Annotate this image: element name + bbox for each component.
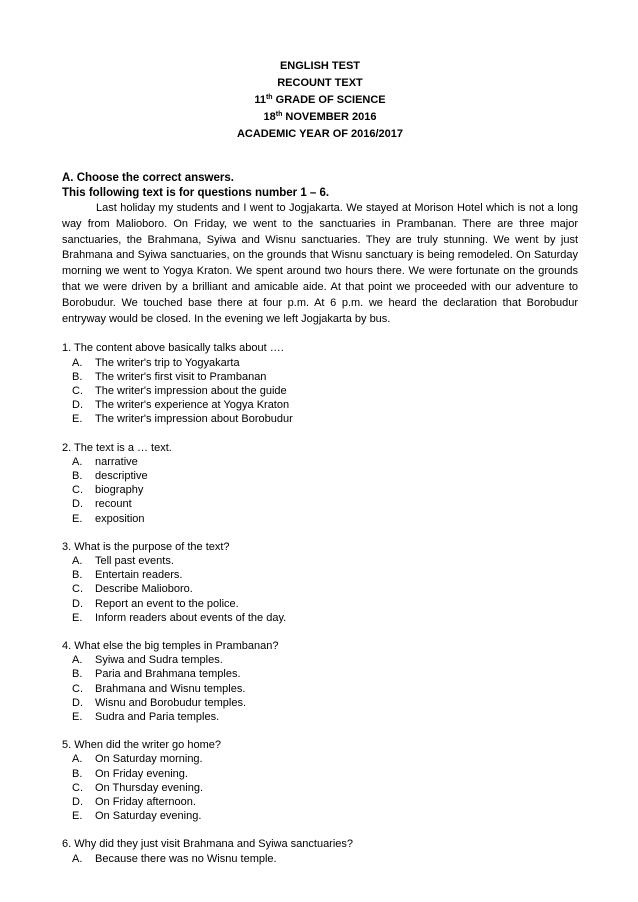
passage-intro: This following text is for questions number 1 – 6.: [62, 187, 330, 199]
option-letter: B.: [72, 767, 83, 780]
option-letter: E.: [72, 512, 83, 525]
option-letter: A.: [72, 356, 83, 369]
option-text: Brahmana and Wisnu temples.: [95, 682, 246, 695]
answer-option: [72, 554, 578, 568]
answer-option: [72, 795, 578, 809]
reading-passage: Last holiday my students and I went to Jogjakarta. We stayed at Morison Hotel which is not a long way from Malioboro. On Friday, we went to the sanctuaries in Prambanan. There are three major sanctuaries, the Brahmana, Syiwa and Wisnu sanctuaries. They are truly stunning. We went by just Brahmana and Syiwa sanctuaries, on the grounds that Wisnu sanctuary is being remodeled. On Saturday morning we went to Yogya Kraton. We spent around two hours there. We were fortunate on the grounds that we were driven by a brilliant and amicable aide. At that point we proceeded with our adventure to Borobudur. We touched base there at four p.m. At 6 p.m. we heard the declaration that Borobudur entryway would be closed. In the evening we left Jogjakarta by bus.: [62, 202, 578, 325]
option-letter: D.: [72, 796, 83, 809]
option-text: Describe Malioboro.: [95, 583, 193, 596]
option-letter: D.: [72, 597, 83, 610]
answer-option: [72, 752, 578, 766]
answer-option: [72, 398, 578, 412]
answer-option: [72, 356, 578, 370]
answer-option: [72, 455, 578, 469]
option-text: Tell past events.: [95, 555, 174, 568]
option-letter: C.: [72, 384, 83, 397]
option-letter: A.: [72, 654, 83, 667]
question-stem: 6. Why did they just visit Brahmana and Syiwa sanctuaries?: [62, 838, 354, 851]
question-stem: 2. The text is a … text.: [62, 441, 172, 454]
answer-option: [72, 412, 578, 426]
option-text: On Friday evening.: [95, 767, 188, 780]
answer-option: [72, 370, 578, 384]
question-6: [62, 837, 578, 865]
section-title: A. Choose the correct answers.: [62, 172, 234, 184]
option-letter: B.: [72, 470, 83, 482]
option-text: The writer's trip to Yogyakarta: [95, 356, 240, 369]
answer-option: [72, 767, 578, 781]
question-5: [62, 738, 578, 823]
option-text: The writer's experience at Yogya Kraton: [95, 399, 290, 412]
option-letter: B.: [72, 569, 83, 582]
question-stem: 5. When did the writer go home?: [62, 739, 221, 752]
option-letter: D.: [72, 696, 83, 709]
answer-option: [72, 469, 578, 483]
option-letter: C.: [72, 484, 83, 497]
answer-options: [62, 653, 578, 724]
question-2: [62, 441, 578, 526]
option-text: narrative: [95, 455, 138, 468]
question-4: [62, 639, 578, 724]
answer-option: [72, 512, 578, 526]
answer-option: [72, 781, 578, 795]
answer-options: [62, 852, 578, 866]
option-text: On Saturday morning.: [95, 753, 203, 766]
answer-option: [72, 653, 578, 667]
option-letter: E.: [72, 711, 83, 724]
option-text: The writer's impression about Borobudur: [95, 413, 293, 426]
academic-year: ACADEMIC YEAR OF 2016/2017: [236, 128, 404, 140]
option-text: Entertain readers.: [95, 569, 183, 582]
option-letter: C.: [72, 781, 83, 794]
option-text: On Thursday evening.: [95, 781, 204, 794]
question-1: [62, 341, 578, 426]
answer-option: [72, 667, 578, 681]
answer-options: [62, 455, 578, 526]
answer-option: [72, 497, 578, 511]
answer-option: [72, 696, 578, 710]
option-text: Wisnu and Borobudur temples.: [95, 696, 247, 709]
question-stem: 1. The content above basically talks about ….: [62, 342, 284, 355]
question-stem: 4. What else the big temples in Prambanan?: [62, 640, 279, 653]
option-text: The writer's first visit to Prambanan: [95, 370, 267, 383]
answer-option: [72, 611, 578, 625]
option-letter: B.: [72, 668, 83, 681]
option-text: Report an event to the police.: [95, 597, 239, 610]
option-text: Paria and Brahmana temples.: [95, 668, 241, 681]
option-letter: A.: [72, 852, 83, 865]
option-text: The writer's impression about the guide: [95, 384, 287, 397]
answer-option: [72, 852, 578, 866]
option-text: Inform readers about events of the day.: [95, 611, 287, 624]
question-stem: 3. What is the purpose of the text?: [62, 540, 230, 553]
question-list: [62, 341, 578, 866]
option-text: recount: [95, 498, 132, 511]
grade-line: 11th GRADE OF SCIENCE: [254, 94, 386, 106]
test-subtitle: RECOUNT TEXT: [277, 77, 363, 89]
option-letter: E.: [72, 413, 83, 426]
answer-option: [72, 710, 578, 724]
answer-options: [62, 752, 578, 823]
answer-option: [72, 384, 578, 398]
option-text: Sudra and Paria temples.: [95, 711, 220, 724]
answer-options: [62, 356, 578, 427]
answer-option: [72, 682, 578, 696]
answer-option: [72, 483, 578, 497]
answer-options: [62, 554, 578, 625]
option-text: On Saturday evening.: [95, 810, 202, 823]
answer-option: [72, 809, 578, 823]
option-letter: A.: [72, 753, 83, 766]
answer-option: [72, 582, 578, 596]
option-letter: D.: [72, 498, 83, 511]
option-text: exposition: [95, 512, 145, 525]
option-letter: C.: [72, 583, 83, 596]
option-letter: C.: [72, 682, 83, 695]
option-letter: A.: [72, 455, 83, 468]
option-text: Syiwa and Sudra temples.: [95, 654, 223, 667]
option-text: Because there was no Wisnu temple.: [95, 852, 277, 865]
option-letter: D.: [72, 399, 83, 412]
document-header: [62, 58, 578, 143]
question-3: [62, 540, 578, 625]
answer-option: [72, 597, 578, 611]
test-title: ENGLISH TEST: [279, 60, 361, 72]
option-text: On Friday afternoon.: [95, 796, 196, 809]
option-letter: E.: [72, 810, 83, 823]
option-letter: B.: [72, 370, 83, 383]
answer-option: [72, 568, 578, 582]
option-letter: A.: [72, 555, 83, 568]
option-letter: E.: [72, 611, 83, 624]
option-text: descriptive: [95, 470, 148, 482]
date-line: 18th NOVEMBER 2016: [263, 111, 377, 123]
option-text: biography: [95, 484, 144, 497]
